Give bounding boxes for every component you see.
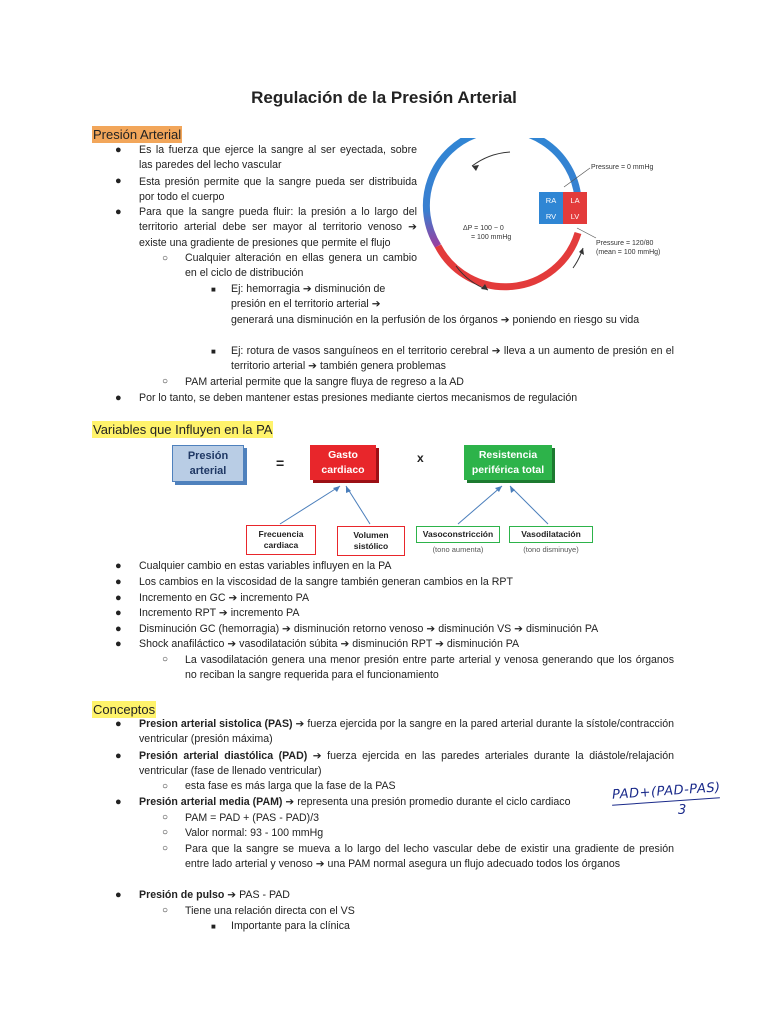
rpt-line1: Resistencia: [478, 448, 538, 461]
bullet: ●: [115, 560, 122, 572]
section-heading-variables: Variables que Influyen en la PA: [93, 422, 273, 437]
handwritten-denominator: 3: [678, 803, 687, 818]
variable-arrows: [240, 478, 600, 528]
list-item: Para que la sangre se mueva a lo largo del lecho vascular debe de existir una gradiente de presión entre lado arterial y venoso ➔ una PAM normal asegura un flujo adecuado todos los órganos: [185, 843, 674, 871]
ra-label: RA: [545, 196, 557, 205]
bullet-square: ■: [211, 347, 216, 356]
list-item: Los cambios en la viscosidad de la sangre también generan cambios en la RPT: [139, 576, 513, 588]
bullet: ●: [115, 607, 122, 619]
bullet-circle: ○: [162, 843, 169, 854]
pressure-120-label: Pressure = 120/80: [596, 240, 654, 247]
bullet: ●: [115, 392, 122, 404]
list-item: Valor normal: 93 - 100 mmHg: [185, 827, 324, 839]
fc-line1: Frecuencia: [258, 529, 304, 539]
list-item: La vasodilatación genera una menor presión entre parte arterial y venosa generando que los órganos no reciban la sangre requerida para el funcionamiento: [185, 654, 674, 682]
vasoconstriccion-note: (tono aumenta): [432, 545, 484, 554]
gasto-cardiaco-box: [310, 445, 376, 480]
list-item: Importante para la clínica: [231, 920, 350, 932]
list-item: PAM arterial permite que la sangre fluya de regreso a la AD: [185, 376, 464, 388]
concept-pp: [139, 888, 539, 903]
list-item: Incremento en GC ➔ incremento PA: [139, 592, 310, 604]
delta-p-value: = 100 mmHg: [471, 234, 512, 241]
fc-line2: cardiaca: [263, 540, 299, 550]
bullet: ●: [115, 592, 122, 604]
bullet-square: ■: [211, 285, 216, 294]
bullet-circle: ○: [162, 827, 169, 838]
list-item-line: Ej: hemorragia ➔ disminución de: [231, 283, 386, 295]
list-item: Por lo tanto, se deben mantener estas presiones mediante ciertos mecanismos de regulación: [139, 392, 578, 404]
lv-label: LV: [570, 212, 580, 221]
list-item: Tiene una relación directa con el VS: [185, 905, 355, 917]
bullet: ●: [115, 889, 122, 901]
la-label: LA: [570, 196, 580, 205]
bullet-square: ■: [211, 922, 216, 931]
pp-definition: ➔ PAS - PAD: [224, 889, 290, 901]
bullet-circle: ○: [162, 905, 169, 916]
bullet: ●: [115, 796, 122, 808]
bullet-circle: ○: [162, 781, 169, 792]
list-item: Cualquier cambio en estas variables influyen en la PA: [139, 560, 392, 572]
list-item: Esta presión permite que la sangre pueda ser distribuida por todo el cuerpo: [139, 176, 417, 204]
pressure-zero-label: Pressure = 0 mmHg: [591, 164, 654, 171]
bullet: ●: [115, 750, 122, 762]
section-heading-presion-arterial: Presión Arterial: [93, 127, 182, 142]
vs-line1: Volumen: [353, 530, 389, 540]
list-item-line: presión en el territorio arterial ➔: [231, 298, 381, 310]
vasodilatacion-box: Vasodilatación: [509, 526, 593, 543]
pad-definition: ➔ fuerza ejercida en las paredes arteriales durante la diástole/relajación ventricular (fase de llenado ventricular): [139, 750, 674, 778]
bullet: ●: [115, 576, 122, 588]
concept-pad: [139, 749, 674, 780]
handwritten-note: PAD+(PAD-PAS): [611, 780, 722, 803]
presion-arterial-box: [172, 445, 244, 482]
pam-term: Presión arterial media (PAM): [139, 796, 283, 808]
pam-definition: ➔ representa una presión promedio durante el ciclo cardiaco: [282, 796, 571, 808]
list-item: esta fase es más larga que la fase de la PAS: [185, 780, 396, 792]
pas-definition: ➔ fuerza ejercida por la sangre en la pared arterial durante la sístole/contracción ventricular (presión máxima): [139, 718, 674, 746]
pad-term: Presión arterial diastólica (PAD): [139, 750, 308, 762]
multiply-sign: x: [417, 451, 424, 465]
bullet: ●: [115, 206, 122, 218]
circulation-diagram: [418, 138, 674, 302]
bullet-circle: ○: [162, 654, 169, 665]
resistencia-box: [464, 445, 552, 480]
concept-pas: [139, 717, 674, 748]
pa-line2: arterial: [189, 464, 227, 477]
list-item: Disminución GC (hemorragia) ➔ disminución retorno venoso ➔ disminución VS ➔ disminución PA: [139, 623, 599, 635]
section-heading-conceptos: Conceptos: [93, 702, 156, 717]
list-item: Es la fuerza que ejerce la sangre al ser eyectada, sobre las paredes del lecho vascular: [139, 144, 417, 172]
list-item: Shock anafiláctico ➔ vasodilatación súbita ➔ disminución RPT ➔ disminución PA: [139, 638, 520, 650]
bullet: ●: [115, 144, 122, 156]
bullet-circle: ○: [162, 376, 169, 387]
equals-sign: =: [276, 455, 285, 471]
bullet-circle: ○: [162, 812, 169, 823]
pa-line1: Presión: [187, 449, 229, 462]
list-item: PAM = PAD + (PAS - PAD)/3: [185, 812, 320, 824]
bullet: ●: [115, 623, 122, 635]
bullet: ●: [115, 718, 122, 730]
pp-term: Presión de pulso: [139, 889, 225, 901]
vasodilatacion-note: (tono disminuye): [523, 545, 579, 554]
frecuencia-cardiaca-box: [246, 525, 316, 555]
rv-label: RV: [545, 212, 557, 221]
page-title: Regulación de la Presión Arterial: [251, 88, 517, 107]
rpt-line2: periférica total: [471, 463, 545, 476]
list-item-line: generará una disminución en la perfusión de los órganos ➔ poniendo en riesgo su vida: [231, 314, 640, 326]
vs-line2: sistólico: [353, 541, 389, 551]
bullet: ●: [115, 175, 122, 187]
vasoconstriccion-box: Vasoconstricción: [416, 526, 500, 543]
list-item: Para que la sangre pueda fluir: la presión a lo largo del territorio arterial debe ser mayor al territorio venoso ➔ existe una gradiente de presiones que permite el flujo: [139, 206, 417, 249]
gc-line1: Gasto: [328, 448, 358, 461]
pas-term: Presion arterial sistolica (PAS): [139, 718, 293, 730]
bullet: ●: [115, 638, 122, 650]
list-item: Incremento RPT ➔ incremento PA: [139, 607, 300, 619]
pressure-mean-label: (mean = 100 mmHg): [596, 249, 661, 256]
bullet-circle: ○: [162, 253, 169, 264]
gc-line2: cardiaco: [321, 463, 365, 476]
list-item: Cualquier alteración en ellas genera un cambio en el ciclo de distribución: [185, 252, 417, 280]
concept-pam: [139, 795, 639, 810]
delta-p-label: ΔP = 100 − 0: [463, 225, 504, 232]
volumen-sistolico-box: [337, 526, 405, 556]
list-item: Ej: rotura de vasos sanguíneos en el territorio cerebral ➔ lleva a un aumento de presión en el territorio arterial ➔ también genera problemas: [231, 345, 674, 373]
